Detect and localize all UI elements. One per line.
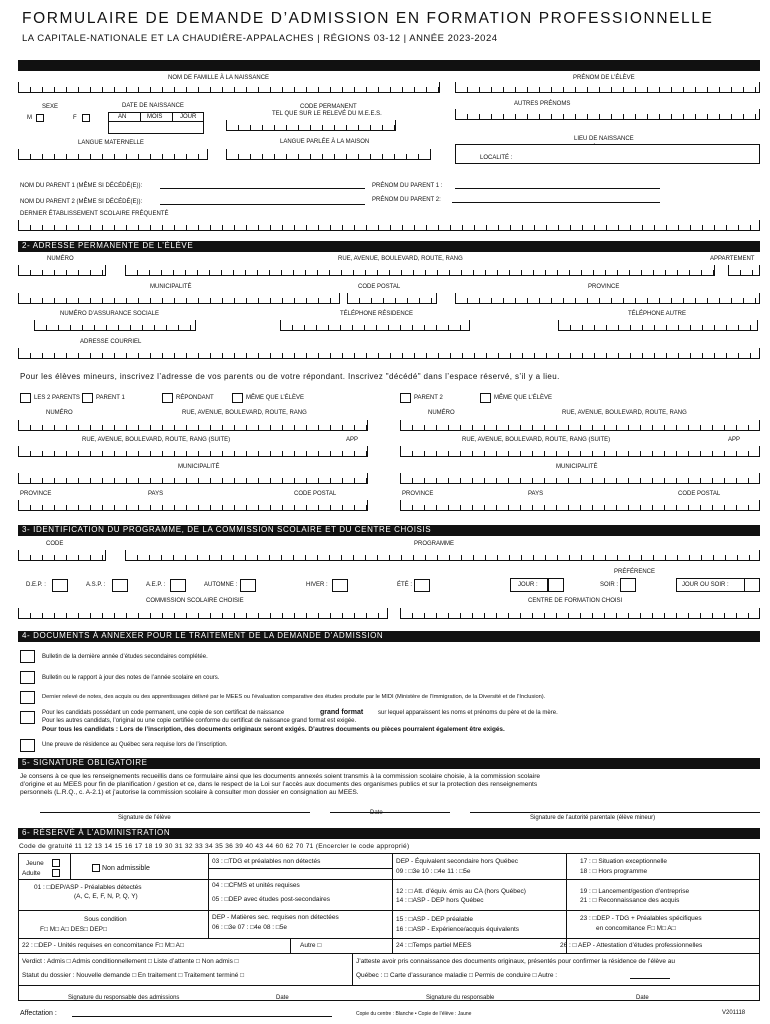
- label-sex-f: F: [73, 115, 77, 121]
- doc1-label: Bulletin de la dernière année d’études secondaires complétée.: [42, 654, 208, 660]
- label-province: PROVINCE: [588, 284, 620, 290]
- code-18: 18 : □ Hors programme: [580, 868, 648, 875]
- section-5-bar: 5- SIGNATURE OBLIGATOIRE: [18, 758, 760, 769]
- label-last-school: DERNIER ÉTABLISSEMENT SCOLAIRE FRÉQUENTÉ: [20, 211, 169, 217]
- section-6-bar: 6- RÉSERVÉ À L’ADMINISTRATION: [18, 828, 760, 839]
- program-field[interactable]: [125, 550, 760, 561]
- doc2-checkbox[interactable]: [20, 671, 35, 684]
- permanent-code-field[interactable]: [226, 120, 396, 131]
- label-date-resp: Date: [636, 995, 649, 1001]
- code-01-letters: (A, C, E, F, N, P, Q, Y): [74, 893, 138, 900]
- codes-06-08: 06 : □3e 07 : □4e 08 : □5e: [212, 924, 288, 931]
- label-p-app-2: APP: [728, 437, 741, 443]
- label-day-or-evening: JOUR OU SOIR :: [682, 582, 729, 588]
- number-field[interactable]: [18, 265, 106, 276]
- non-admissible-checkbox[interactable]: [92, 864, 100, 872]
- label-other-phone: TÉLÉPHONE AUTRE: [628, 311, 687, 317]
- label-postal-code: CODE POSTAL: [358, 284, 401, 290]
- other-phone-field[interactable]: [558, 320, 758, 331]
- program-code-field[interactable]: [18, 550, 106, 561]
- parent1-checkbox[interactable]: [82, 393, 93, 403]
- label-p-number-1: NUMÉRO: [46, 410, 73, 416]
- doc4-checkbox[interactable]: [20, 711, 35, 724]
- label-day: JOUR: [180, 114, 197, 120]
- fall-box[interactable]: [240, 579, 256, 592]
- label-non-admissible: Non admissible: [102, 865, 150, 872]
- label-same-as-student-1: MÊME QUE L’ÉLÈVE: [246, 395, 305, 401]
- label-street: RUE, AVENUE, BOULEVARD, ROUTE, RANG: [338, 256, 463, 262]
- label-sex-m: M: [27, 115, 32, 121]
- label-home-language: LANGUE PARLÉE À LA MAISON: [280, 139, 370, 145]
- label-p-province-1: PROVINCE: [20, 491, 52, 497]
- form-title: FORMULAIRE DE DEMANDE D’ADMISSION EN FORMATION PROFESSIONNELLE: [22, 10, 714, 27]
- dep-box[interactable]: [52, 579, 68, 592]
- p1-street-field[interactable]: [18, 420, 368, 431]
- label-date-adm: Date: [276, 995, 289, 1001]
- label-student-signature: Signature de l’élève: [118, 815, 171, 821]
- label-parent-signature: Signature de l’autorité parentale (élève mineur): [530, 815, 656, 821]
- label-month: MOIS: [147, 114, 163, 120]
- label-birth-date: DATE DE NAISSANCE: [122, 103, 184, 109]
- p2-municipality-field[interactable]: [400, 473, 760, 484]
- label-permanent-code: CODE PERMANENT: [300, 104, 357, 110]
- sex-f-checkbox[interactable]: [82, 114, 90, 122]
- doc3-label: Dernier relevé de notes, des acquis ou des apprentissages délivré par le MEES ou l’évaluation comparative des études produite par le MIDI (Ministère de l’Immigration, de la Diversité et de l’Inclusion).: [42, 694, 546, 700]
- date-sig-line[interactable]: [330, 812, 450, 813]
- same-as-student-2-checkbox[interactable]: [480, 393, 491, 403]
- label-winter: HIVER :: [306, 582, 328, 588]
- label-apartment: APPARTEMENT: [710, 256, 755, 262]
- code-05: 05 : □DEP avec études post-secondaires: [212, 896, 330, 903]
- section-4-bar: 4- DOCUMENTS À ANNEXER POUR LE TRAITEMENT DE LA DEMANDE D’ADMISSION: [18, 631, 760, 642]
- codes-09-11: 09 : □3e 10 : □4e 11 : □5e: [396, 868, 471, 875]
- evening-box[interactable]: [620, 578, 636, 592]
- label-sex: SEXE: [42, 104, 59, 110]
- asp-box[interactable]: [112, 579, 128, 592]
- label-evening: SOIR :: [600, 582, 619, 588]
- home-language-field[interactable]: [226, 149, 431, 160]
- code-21: 21 : □ Reconnaissance des acquis: [580, 897, 680, 904]
- label-summer: ÉTÉ :: [397, 582, 413, 588]
- section-2-bar: 2- ADRESSE PERMANENTE DE L’ÉLÈVE: [18, 241, 760, 252]
- section-3-bar: 3- IDENTIFICATION DU PROGRAMME, DE LA COMMISSION SCOLAIRE ET DU CENTRE CHOISIS: [18, 525, 760, 536]
- postal-code-field[interactable]: [347, 293, 437, 304]
- label-dep-equiv: DEP - Équivalent secondaire hors Québec: [396, 858, 519, 865]
- home-phone-field[interactable]: [280, 320, 470, 331]
- label-p-municipality-2: MUNICIPALITÉ: [556, 464, 598, 470]
- code-23: 23 : □DEP - TDG + Préalables spécifiques: [580, 915, 702, 922]
- label-asp: A.S.P. :: [86, 582, 106, 588]
- youth-checkbox[interactable]: [52, 859, 60, 867]
- training-centre-field[interactable]: [400, 608, 760, 619]
- label-sin: NUMÉRO D’ASSURANCE SOCIALE: [60, 311, 160, 317]
- doc3-checkbox[interactable]: [20, 691, 35, 704]
- file-status-options: Statut du dossier : Nouvelle demande □ En traitement □ Traitement terminé □: [22, 972, 245, 979]
- other-first-names-field[interactable]: [455, 109, 760, 120]
- code-16: 16 : □ASP - Expérience/acquis équivalents: [396, 926, 520, 933]
- label-responsible-signature: Signature du responsable: [426, 995, 495, 1001]
- parent2-checkbox[interactable]: [400, 393, 411, 403]
- label-assignment: Affectation :: [20, 1010, 57, 1017]
- label-code: CODE: [46, 541, 64, 547]
- last-school-field[interactable]: [18, 220, 760, 231]
- adult-checkbox[interactable]: [52, 869, 60, 877]
- winter-box[interactable]: [332, 579, 348, 592]
- code-03: 03 : □TDG et préalables non détectés: [212, 858, 321, 865]
- label-p-app-1: APP: [346, 437, 359, 443]
- label-p-street-suite-2: RUE, AVENUE, BOULEVARD, ROUTE, RANG (SUITE): [462, 437, 611, 443]
- label-fall: AUTOMNE :: [204, 582, 238, 588]
- label-email: ADRESSE COURRIEL: [80, 339, 142, 345]
- label-day-pref: JOUR :: [518, 582, 538, 588]
- label-training-centre: CENTRE DE FORMATION CHOISI: [528, 598, 623, 604]
- school-board-field[interactable]: [18, 608, 388, 619]
- verdict-options: Verdict : Admis □ Admis conditionnellement □ Liste d’attente □ Non admis □: [22, 958, 239, 965]
- p2-country-field[interactable]: [400, 500, 760, 511]
- doc5-label: Une preuve de résidence au Québec sera requise lors de l’inscription.: [42, 742, 228, 748]
- label-locality: LOCALITÉ :: [480, 155, 513, 161]
- label-home-phone: TÉLÉPHONE RÉSIDENCE: [340, 311, 414, 317]
- parent-signature-line[interactable]: [470, 812, 760, 813]
- doc4-label-b: grand format: [320, 709, 364, 716]
- label-p-postal-1: CODE POSTAL: [294, 491, 337, 497]
- label-family-name: NOM DE FAMILLE À LA NAISSANCE: [168, 75, 270, 81]
- p1-country-field[interactable]: [18, 500, 368, 511]
- label-date-sig: Date: [370, 810, 383, 816]
- consent-line-3: personnels (L.R.Q., c. A-2.1) et j’autorise la commission scolaire à consulter mon dossier en consignation au MEES.: [20, 789, 359, 796]
- label-p-number-2: NUMÉRO: [428, 410, 455, 416]
- p1-street-suite-field[interactable]: [18, 446, 368, 457]
- label-year: AN: [118, 114, 127, 120]
- form-subtitle: LA CAPITALE-NATIONALE ET LA CHAUDIÈRE-APPALACHES | RÉGIONS 03-12 | ANNÉE 2023-2024: [22, 33, 498, 44]
- label-p-street-suite-1: RUE, AVENUE, BOULEVARD, ROUTE, RANG (SUITE): [82, 437, 231, 443]
- code-12: 12 : □ Att. d’équiv. émis au CA (hors Québec): [396, 888, 526, 895]
- doc4-label-c: sur lequel apparaissent les noms et prénoms du père et de la mère.: [378, 710, 558, 716]
- municipality-field[interactable]: [18, 293, 340, 304]
- consent-line-2: d’origine et au MEES pour fin de planification / gestion et ce, dans le respect de la Loi sur l’accès aux documents des organismes publics et sur la protection des renseignements: [20, 781, 538, 788]
- code-22: 22 : □DEP - Unités requises en concomitance F□ M□ A□: [22, 942, 184, 949]
- attestation-line-1: J’atteste avoir pris connaissance des documents originaux, présentés pour confirmer la résidence de l’élève au: [356, 958, 676, 965]
- label-p-postal-2: CODE POSTAL: [678, 491, 721, 497]
- summer-box[interactable]: [414, 579, 430, 592]
- label-other-first-names: AUTRES PRÉNOMS: [514, 101, 571, 107]
- code-24: 24 : □Temps partiel MEES: [396, 942, 472, 949]
- minor-students-note: Pour les élèves mineurs, inscrivez l’adresse de vos parents ou de votre répondant. Inscrivez "décédé" dans l’espace réservé, s’il y a lieu.: [20, 372, 560, 381]
- label-adult: Adulte: [22, 870, 41, 877]
- version-code: V201118: [722, 1010, 746, 1016]
- label-parent1: PARENT 1: [96, 395, 125, 401]
- label-parent2-first: PRÉNOM DU PARENT 2:: [372, 197, 441, 203]
- label-program: PROGRAMME: [414, 541, 455, 547]
- same-as-student-1-checkbox[interactable]: [232, 393, 243, 403]
- p1-municipality-field[interactable]: [18, 473, 368, 484]
- label-mother-tongue: LANGUE MATERNELLE: [78, 140, 144, 146]
- under-condition-options: F□ M□ A□ DES□ DEP□: [40, 926, 107, 933]
- p2-street-suite-field[interactable]: [400, 446, 760, 457]
- code-26: 26 : □ AEP - Attestation d’études professionnelles: [560, 942, 703, 949]
- label-school-board: COMMISSION SCOLAIRE CHOISIE: [146, 598, 244, 604]
- code-01: 01 : □DEP/ASP - Préalables détectés: [34, 884, 142, 891]
- label-preference: PRÉFÉRENCE: [614, 569, 656, 575]
- label-respondent: RÉPONDANT: [176, 395, 214, 401]
- family-name-field[interactable]: [18, 82, 440, 93]
- label-p-municipality-1: MUNICIPALITÉ: [178, 464, 220, 470]
- street-field[interactable]: [125, 265, 715, 276]
- label-permanent-code-note: TEL QUE SUR LE RELEVÉ DU M.E.E.S.: [272, 111, 382, 117]
- code-19: 19 : □ Lancement/gestion d’entreprise: [580, 888, 690, 895]
- label-p-country-1: PAYS: [148, 491, 164, 497]
- label-aep: A.E.P. :: [146, 582, 166, 588]
- sex-m-checkbox[interactable]: [36, 114, 44, 122]
- doc4-label-d: Pour les autres candidats, l’original ou une copie certifiée conforme du certificat de naissance grand format est exigée.: [42, 718, 357, 724]
- sin-field[interactable]: [34, 320, 196, 331]
- doc1-checkbox[interactable]: [20, 650, 35, 663]
- email-field[interactable]: [18, 348, 760, 359]
- label-parent1-first: PRÉNOM DU PARENT 1 :: [372, 183, 443, 189]
- label-number: NUMÉRO: [47, 256, 74, 262]
- label-p-country-2: PAYS: [528, 491, 544, 497]
- label-admissions-signature: Signature du responsable des admissions: [68, 995, 180, 1001]
- doc4-label-e: Pour tous les candidats : Lors de l’inscription, des documents originaux seront exigés. D’autres documents ou pièces pourraient également être exigés.: [42, 726, 505, 733]
- doc2-label: Bulletin ou le rapport à jour des notes de l’année scolaire en cours.: [42, 675, 220, 681]
- label-p-street-2: RUE, AVENUE, BOULEVARD, ROUTE, RANG: [562, 410, 687, 416]
- doc5-checkbox[interactable]: [20, 739, 35, 752]
- province-field[interactable]: [455, 293, 760, 304]
- attestation-line-2: Québec : □ Carte d’assurance maladie □ Permis de conduire □ Autre :: [356, 972, 558, 979]
- code-04: 04 : □CFMS et unités requises: [212, 882, 300, 889]
- code-17: 17 : □ Situation exceptionnelle: [580, 858, 668, 865]
- copies-note: Copie du centre : Blanche • Copie de l’élève : Jaune: [356, 1011, 472, 1017]
- label-under-condition: Sous condition: [84, 916, 127, 923]
- free-codes: Code de gratuité 11 12 13 14 15 16 17 18 19 30 31 32 33 34 35 36 39 40 43 44 60 62 70 71 (Encercler le code approprié): [19, 843, 410, 850]
- code-14: 14 : □ASP - DEP hors Québec: [396, 897, 484, 904]
- label-birthplace: LIEU DE NAISSANCE: [574, 136, 634, 142]
- label-dep: D.E.P. :: [26, 582, 46, 588]
- label-p-province-2: PROVINCE: [402, 491, 434, 497]
- label-p-street-1: RUE, AVENUE, BOULEVARD, ROUTE, RANG: [182, 410, 307, 416]
- p2-street-field[interactable]: [400, 420, 760, 431]
- section-1-bar: [18, 60, 760, 71]
- label-both-parents: LES 2 PARENTS: [34, 395, 80, 401]
- mother-tongue-field[interactable]: [18, 149, 208, 160]
- respondent-checkbox[interactable]: [162, 393, 173, 403]
- label-municipality: MUNICIPALITÉ: [150, 284, 192, 290]
- label-same-as-student-2: MÊME QUE L’ÉLÈVE: [494, 395, 553, 401]
- consent-line-1: Je consens à ce que les renseignements recueillis dans ce formulaire ainsi que les documents annexés soient transmis à la commission scolaire choisie, à la commission scolaire: [20, 773, 541, 780]
- label-dep-subjects: DEP - Matières sec. requises non détectées: [212, 914, 339, 921]
- code-23-options: en concomitance F□ M□ A□: [596, 925, 676, 932]
- doc4-label-a: Pour les candidats possédant un code permanent, une copie de son certificat de naissance: [42, 710, 285, 716]
- student-signature-line[interactable]: [40, 812, 310, 813]
- both-parents-checkbox[interactable]: [20, 393, 31, 403]
- label-parent2-name: NOM DU PARENT 2 (MÊME SI DÉCÉDÉ(E)):: [20, 199, 143, 205]
- first-name-field[interactable]: [455, 82, 760, 93]
- label-first-name: PRÉNOM DE L’ÉLÈVE: [573, 75, 635, 81]
- assignment-line[interactable]: [72, 1016, 332, 1017]
- label-parent1-name: NOM DU PARENT 1 (MÊME SI DÉCÉDÉ(E)):: [20, 183, 143, 189]
- label-parent2: PARENT 2: [414, 395, 443, 401]
- apartment-field[interactable]: [728, 265, 760, 276]
- label-other: Autre □: [300, 942, 322, 949]
- code-15: 15 : □ASP - DEP préalable: [396, 916, 474, 923]
- label-youth: Jeune: [26, 860, 44, 867]
- aep-box[interactable]: [170, 579, 186, 592]
